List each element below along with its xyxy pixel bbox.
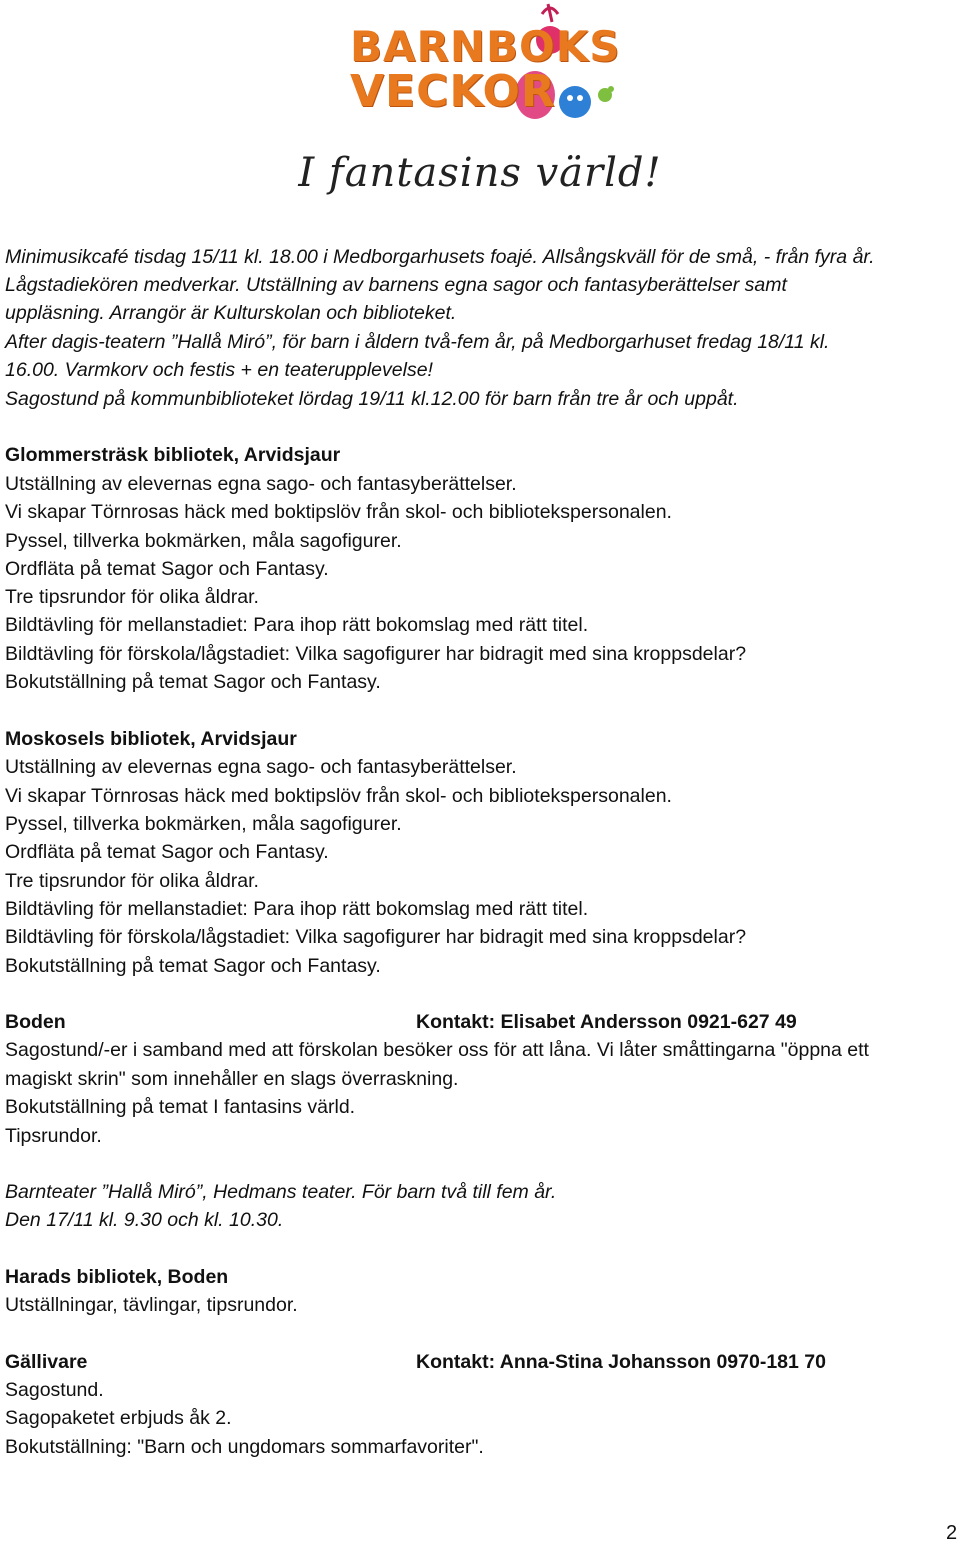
moskosel-line-7: Bildtävling för förskola/lågstadiet: Vilka sagofigurer har bidragit med sina kroppsdelar? xyxy=(5,926,747,948)
logo-line1: BARNBOKS xyxy=(350,22,621,71)
intro-line-3: uppläsning. Arrangör är Kulturskolan och biblioteket. xyxy=(5,302,457,324)
moskosel-line-8: Bokutställning på temat Sagor och Fantasy. xyxy=(5,955,381,977)
moskosel-line-2: Vi skapar Törnrosas häck med boktipslöv från skol- och bibliotekspersonalen. xyxy=(5,785,672,807)
boden-line-2: magiskt skrin" som innehåller en slags överraskning. xyxy=(5,1068,459,1090)
intro-line-2: Lågstadiekören medverkar. Utställning av barnens egna sagor och fantasyberättelser samt xyxy=(5,274,787,296)
moskosel-line-5: Tre tipsrundor för olika åldrar. xyxy=(5,870,259,892)
glommers-line-7: Bildtävling för förskola/lågstadiet: Vilka sagofigurer har bidragit med sina kroppsdelar? xyxy=(5,643,747,665)
boden-line-4: Tipsrundor. xyxy=(5,1125,102,1147)
gallivare-line-1: Sagostund. xyxy=(5,1379,104,1401)
moskosel-line-4: Ordfläta på temat Sagor och Fantasy. xyxy=(5,841,329,863)
gallivare-line-3: Bokutställning: "Barn och ungdomars sommarfavoriter". xyxy=(5,1436,484,1458)
glommers-line-1: Utställning av elevernas egna sago- och fantasyberättelser. xyxy=(5,473,517,495)
boden-theater-line-1: Barnteater ”Hallå Miró”, Hedmans teater. För barn två till fem år. xyxy=(5,1181,557,1203)
moskosel-line-1: Utställning av elevernas egna sago- och fantasyberättelser. xyxy=(5,756,517,778)
glommers-line-4: Ordfläta på temat Sagor och Fantasy. xyxy=(5,558,329,580)
intro-line-1: Minimusikcafé tisdag 15/11 kl. 18.00 i Medborgarhusets foajé. Allsångskväll för de små, - från fyra år. xyxy=(5,246,875,268)
intro-line-4: After dagis-teatern ”Hallå Miró”, för barn i åldern två-fem år, på Medborgarhuset fredag 18/11 kl. xyxy=(5,331,830,353)
gallivare-line-2: Sagopaketet erbjuds åk 2. xyxy=(5,1407,232,1429)
intro-line-5: 16.00. Varmkorv och festis + en teaterupplevelse! xyxy=(5,359,433,381)
barnboksveckor-logo xyxy=(330,0,630,130)
glommers-line-8: Bokutställning på temat Sagor och Fantasy. xyxy=(5,671,381,693)
glommers-line-6: Bildtävling för mellanstadiet: Para ihop rätt bokomslag med rätt titel. xyxy=(5,614,589,636)
glommers-line-5: Tre tipsrundor för olika åldrar. xyxy=(5,586,259,608)
boden-line-1: Sagostund/-er i samband med att förskolan besöker oss för att låna. Vi låter småttingarna "öppna ett xyxy=(5,1039,869,1061)
boden-theater-line-2: Den 17/11 kl. 9.30 och kl. 10.30. xyxy=(5,1209,284,1231)
moskosel-line-3: Pyssel, tillverka bokmärken, måla sagofigurer. xyxy=(5,813,402,835)
moskosel-line-6: Bildtävling för mellanstadiet: Para ihop rätt bokomslag med rätt titel. xyxy=(5,898,589,920)
moskosel-heading: Moskosels bibliotek, Arvidsjaur xyxy=(5,728,297,750)
boden-heading: Boden xyxy=(5,1011,66,1033)
glommers-line-2: Vi skapar Törnrosas häck med boktipslöv från skol- och bibliotekspersonalen. xyxy=(5,501,672,523)
boden-line-3: Bokutställning på temat I fantasins värld. xyxy=(5,1096,356,1118)
boden-contact: Kontakt: Elisabet Andersson 0921-627 49 xyxy=(416,1011,797,1033)
harads-line: Utställningar, tävlingar, tipsrundor. xyxy=(5,1294,298,1316)
gallivare-contact: Kontakt: Anna-Stina Johansson 0970-181 70 xyxy=(416,1351,826,1373)
harads-heading: Harads bibliotek, Boden xyxy=(5,1266,229,1288)
logo-line2: VECKOR xyxy=(350,66,556,117)
intro-line-6: Sagostund på kommunbiblioteket lördag 19/11 kl.12.00 för barn från tre år och uppåt. xyxy=(5,388,739,410)
glommers-heading: Glommersträsk bibliotek, Arvidsjaur xyxy=(5,444,341,466)
page-number: 2 xyxy=(946,1522,958,1544)
gallivare-heading: Gällivare xyxy=(5,1351,88,1373)
glommers-line-3: Pyssel, tillverka bokmärken, måla sagofigurer. xyxy=(5,530,402,552)
page-title: I fantasins värld! xyxy=(298,150,662,196)
